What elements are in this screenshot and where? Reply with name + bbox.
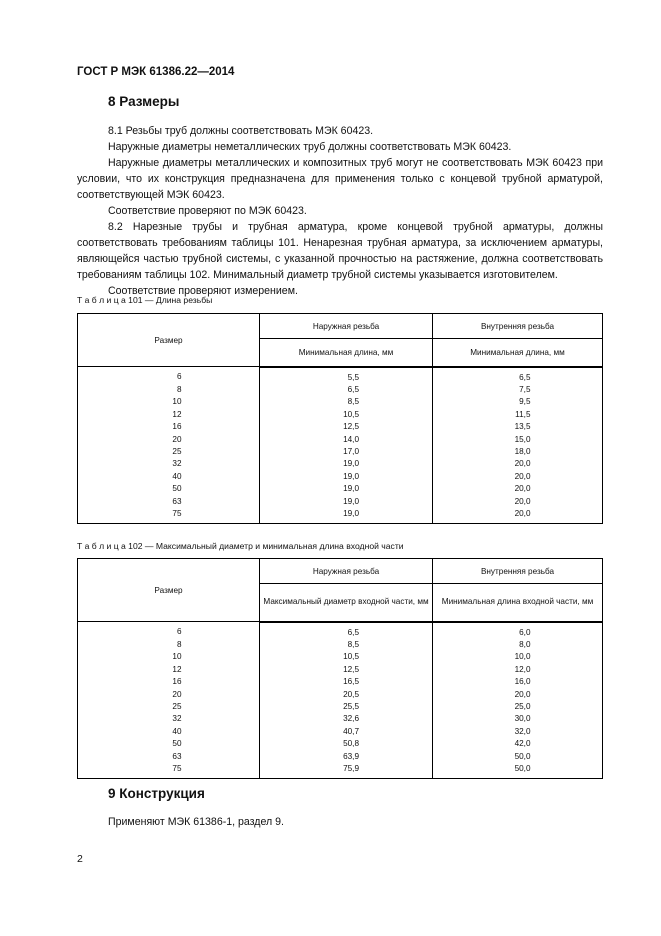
cell-internal — [433, 622, 603, 639]
table-row — [78, 496, 603, 508]
cell-size — [78, 421, 260, 433]
cell-value: 17,0 — [343, 446, 359, 456]
cell-external — [260, 367, 433, 384]
cell-size — [78, 738, 260, 750]
cell-value: 16,0 — [514, 677, 531, 687]
cell-external — [260, 726, 433, 738]
paragraph: Наружные диаметры неметаллических труб должны соответствовать МЭК 60423. — [108, 141, 512, 153]
table-row — [78, 508, 603, 524]
cell-external — [260, 434, 433, 446]
cell-size — [78, 701, 260, 713]
table-row — [78, 738, 603, 750]
table-101 — [77, 313, 603, 524]
subcol-external: Минимальная длина, мм — [260, 339, 433, 367]
table-row — [78, 367, 603, 384]
cell-value: 10,5 — [343, 409, 359, 419]
cell-value: 13,5 — [514, 422, 531, 432]
cell-internal — [433, 446, 603, 458]
paragraph: Применяют МЭК 61386-1, раздел 9. — [108, 816, 284, 828]
cell-external — [260, 664, 433, 676]
page-number: 2 — [77, 853, 83, 865]
subcol-external: Максимальный диаметр входной части, мм — [260, 584, 433, 622]
col-size: Размер — [78, 559, 260, 622]
table-row — [78, 622, 603, 639]
cell-value: 19,0 — [343, 496, 359, 506]
cell-value: 30,0 — [514, 714, 531, 724]
table-row — [78, 676, 603, 688]
table-row — [78, 409, 603, 421]
section-8-title: 8 Размеры — [108, 94, 180, 109]
cell-external — [260, 471, 433, 483]
cell-external — [260, 689, 433, 701]
cell-value: 6 — [176, 372, 182, 382]
cell-value: 20,5 — [343, 689, 359, 699]
cell-external — [260, 421, 433, 433]
cell-size — [78, 689, 260, 701]
cell-value: 16 — [172, 422, 182, 432]
document-header: ГОСТ Р МЭК 61386.22—2014 — [77, 66, 235, 78]
table-row — [78, 396, 603, 408]
table-row — [78, 421, 603, 433]
cell-value: 20,0 — [514, 459, 531, 469]
cell-size — [78, 713, 260, 725]
table-row — [78, 458, 603, 470]
cell-value: 8,0 — [519, 639, 531, 649]
cell-size — [78, 726, 260, 738]
cell-external — [260, 701, 433, 713]
cell-internal — [433, 471, 603, 483]
cell-value: 6,5 — [347, 384, 359, 394]
cell-external — [260, 446, 433, 458]
cell-internal — [433, 763, 603, 779]
subcol-internal: Минимальная длина входной части, мм — [433, 584, 603, 622]
cell-value: 50 — [172, 739, 182, 749]
cell-external — [260, 508, 433, 524]
cell-value: 15,0 — [514, 434, 531, 444]
cell-size — [78, 471, 260, 483]
cell-value: 9,5 — [519, 397, 531, 407]
col-size: Размер — [78, 314, 260, 367]
cell-size — [78, 367, 260, 384]
cell-internal — [433, 701, 603, 713]
cell-value: 12,0 — [514, 664, 531, 674]
cell-value: 10 — [172, 397, 182, 407]
col-external: Наружная резьба — [260, 559, 433, 584]
cell-value: 63,9 — [343, 751, 359, 761]
table-row — [78, 446, 603, 458]
cell-external — [260, 458, 433, 470]
cell-value: 6,0 — [519, 627, 531, 637]
cell-value: 75,9 — [343, 763, 359, 773]
cell-external — [260, 384, 433, 396]
cell-external — [260, 483, 433, 495]
table-row — [78, 651, 603, 663]
cell-value: 25 — [172, 446, 182, 456]
cell-internal — [433, 508, 603, 524]
cell-internal — [433, 384, 603, 396]
table-row — [78, 483, 603, 495]
cell-internal — [433, 738, 603, 750]
table-row — [78, 639, 603, 651]
cell-value: 18,0 — [514, 446, 531, 456]
cell-value: 32 — [172, 459, 182, 469]
cell-external — [260, 639, 433, 651]
table-row — [78, 726, 603, 738]
cell-internal — [433, 664, 603, 676]
cell-value: 20 — [172, 689, 182, 699]
cell-value: 75 — [172, 508, 182, 518]
cell-value: 8 — [176, 639, 182, 649]
col-external: Наружная резьба — [260, 314, 433, 339]
cell-internal — [433, 751, 603, 763]
cell-size — [78, 751, 260, 763]
cell-value: 19,0 — [343, 484, 359, 494]
cell-value: 20,0 — [514, 471, 531, 481]
section-8-text — [77, 123, 603, 299]
cell-value: 75 — [172, 763, 182, 773]
cell-size — [78, 483, 260, 495]
cell-value: 32,6 — [343, 714, 359, 724]
paragraph: Наружные диаметры металлических и композитных труб могут не соответствовать МЭК 60423 при условии, что их конструкция предназначена для применения только с концевой трубной арматурой, соответствующей МЭК 60423. — [77, 157, 603, 201]
cell-value: 16,5 — [343, 677, 359, 687]
cell-internal — [433, 689, 603, 701]
cell-value: 8,5 — [347, 639, 359, 649]
subcol-internal: Минимальная длина, мм — [433, 339, 603, 367]
cell-internal — [433, 676, 603, 688]
cell-value: 8,5 — [347, 397, 359, 407]
cell-size — [78, 409, 260, 421]
table-row — [78, 713, 603, 725]
cell-size — [78, 664, 260, 676]
cell-external — [260, 396, 433, 408]
cell-internal — [433, 496, 603, 508]
cell-value: 50,0 — [514, 763, 531, 773]
cell-external — [260, 651, 433, 663]
paragraph: Соответствие проверяют измерением. — [108, 285, 298, 297]
cell-value: 12,5 — [343, 422, 359, 432]
cell-size — [78, 639, 260, 651]
table-row — [78, 689, 603, 701]
cell-value: 10,5 — [343, 652, 359, 662]
cell-value: 40 — [172, 726, 182, 736]
cell-value: 7,5 — [519, 384, 531, 394]
cell-value: 10 — [172, 652, 182, 662]
cell-value: 40 — [172, 471, 182, 481]
cell-size — [78, 446, 260, 458]
cell-value: 50 — [172, 484, 182, 494]
cell-internal — [433, 651, 603, 663]
cell-value: 20,0 — [514, 689, 531, 699]
cell-value: 14,0 — [343, 434, 359, 444]
cell-value: 50,0 — [514, 751, 531, 761]
cell-value: 25 — [172, 701, 182, 711]
section-9-title: 9 Конструкция — [108, 786, 205, 801]
cell-external — [260, 496, 433, 508]
cell-external — [260, 676, 433, 688]
cell-internal — [433, 421, 603, 433]
cell-value: 40,7 — [343, 726, 359, 736]
paragraph: 8.2 Нарезные трубы и трубная арматура, кроме концевой трубной арматуры, должны соответствовать требованиям таблицы 101. Ненарезная трубная арматура, за исключением арматуры, являющейся частью трубной системы, с указанной прочностью на растяжение, должна соответствовать требованиям таблицы 102. Минимальный диаметр трубной системы указывается изготовителем. — [77, 221, 603, 281]
table-102 — [77, 558, 603, 779]
cell-value: 12 — [172, 664, 182, 674]
cell-internal — [433, 396, 603, 408]
cell-internal — [433, 639, 603, 651]
cell-value: 19,0 — [343, 471, 359, 481]
cell-internal — [433, 726, 603, 738]
cell-external — [260, 409, 433, 421]
table-row — [78, 664, 603, 676]
cell-internal — [433, 483, 603, 495]
table-102-caption: Т а б л и ц а 102 — Максимальный диаметр и минимальная длина входной части — [77, 541, 404, 551]
cell-value: 12 — [172, 409, 182, 419]
cell-value: 42,0 — [514, 739, 531, 749]
cell-external — [260, 738, 433, 750]
cell-value: 20,0 — [514, 508, 531, 518]
cell-value: 6 — [176, 627, 182, 637]
table-row — [78, 701, 603, 713]
cell-value: 32 — [172, 714, 182, 724]
cell-size — [78, 676, 260, 688]
cell-size — [78, 763, 260, 779]
cell-value: 12,5 — [343, 664, 359, 674]
table-row — [78, 763, 603, 779]
col-internal: Внутренняя резьба — [433, 314, 603, 339]
cell-size — [78, 434, 260, 446]
cell-internal — [433, 367, 603, 384]
cell-value: 10,0 — [514, 652, 531, 662]
cell-size — [78, 651, 260, 663]
cell-internal — [433, 434, 603, 446]
cell-value: 20,0 — [514, 484, 531, 494]
cell-internal — [433, 409, 603, 421]
table-101-caption: Т а б л и ц а 101 — Длина резьбы — [77, 295, 213, 305]
cell-value: 6,5 — [519, 372, 531, 382]
cell-value: 19,0 — [343, 459, 359, 469]
cell-size — [78, 384, 260, 396]
cell-size — [78, 622, 260, 639]
cell-value: 20 — [172, 434, 182, 444]
cell-value: 19,0 — [343, 508, 359, 518]
col-internal: Внутренняя резьба — [433, 559, 603, 584]
cell-external — [260, 622, 433, 639]
cell-external — [260, 751, 433, 763]
cell-value: 20,0 — [514, 496, 531, 506]
table-row — [78, 471, 603, 483]
cell-internal — [433, 458, 603, 470]
cell-external — [260, 763, 433, 779]
paragraph: Соответствие проверяют по МЭК 60423. — [108, 205, 307, 217]
cell-value: 25,0 — [514, 701, 531, 711]
cell-value: 6,5 — [347, 627, 359, 637]
cell-value: 16 — [172, 677, 182, 687]
table-row — [78, 751, 603, 763]
cell-value: 25,5 — [343, 701, 359, 711]
cell-size — [78, 396, 260, 408]
cell-size — [78, 508, 260, 524]
cell-value: 63 — [172, 496, 182, 506]
cell-size — [78, 496, 260, 508]
section-9-text — [77, 814, 603, 830]
cell-size — [78, 458, 260, 470]
cell-value: 11,5 — [515, 409, 531, 419]
cell-external — [260, 713, 433, 725]
paragraph: 8.1 Резьбы труб должны соответствовать МЭК 60423. — [108, 125, 374, 137]
cell-value: 50,8 — [343, 739, 359, 749]
table-row — [78, 384, 603, 396]
cell-value: 32,0 — [514, 726, 531, 736]
cell-internal — [433, 713, 603, 725]
cell-value: 5,5 — [347, 372, 359, 382]
table-row — [78, 434, 603, 446]
cell-value: 63 — [172, 751, 182, 761]
cell-value: 8 — [176, 384, 182, 394]
